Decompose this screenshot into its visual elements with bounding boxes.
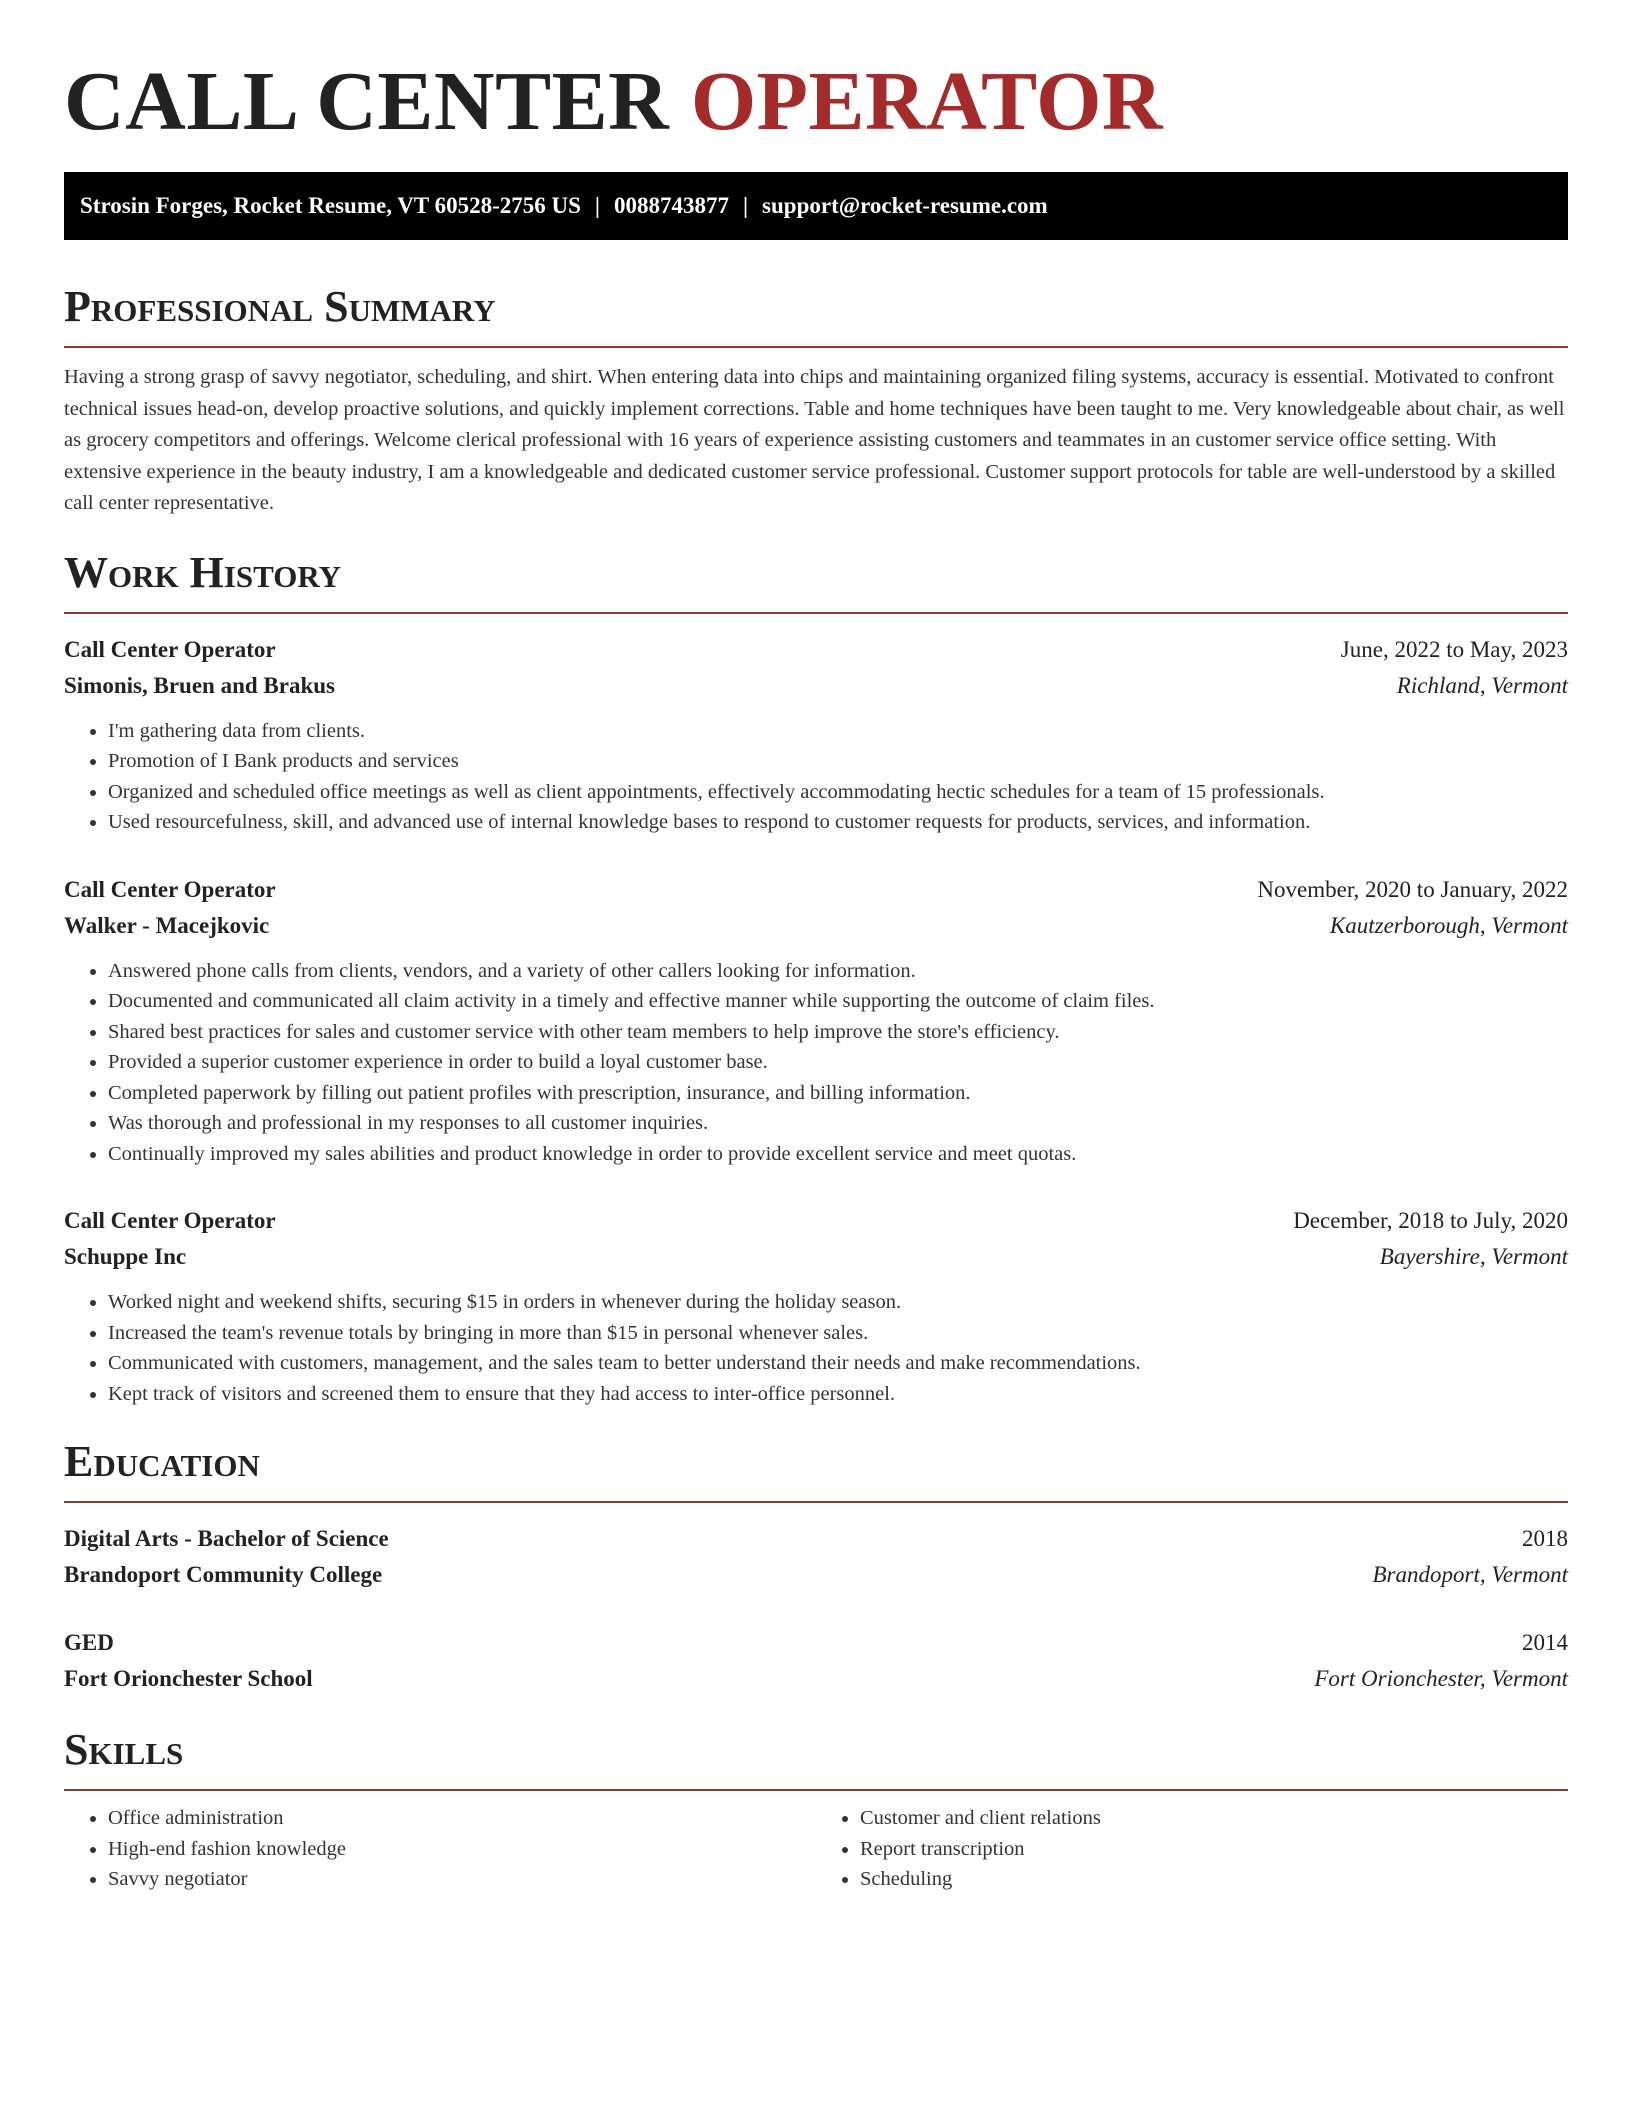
job-title: Call Center Operator	[64, 876, 276, 902]
list-item: • Communicated with customers, management, and the sales team to better understand their needs and make recommendations.	[108, 1348, 1568, 1379]
skill-item: • Scheduling	[860, 1864, 1568, 1895]
list-item: • Used resourcefulness, skill, and advanced use of internal knowledge bases to respond to customer requests for products, services, and information.	[108, 807, 1568, 838]
section-divider	[64, 1501, 1568, 1503]
education-section	[64, 1437, 1568, 1697]
list-item: • Kept track of visitors and screened them to ensure that they had access to inter-office personnel.	[108, 1379, 1568, 1410]
list-item: • Organized and scheduled office meetings as well as client appointments, effectively accommodating hectic schedules for a team of 15 professionals.	[108, 777, 1568, 808]
job-dates: June, 2022 to May, 2023	[1340, 636, 1568, 662]
job-header-row	[64, 1203, 1568, 1239]
education-school: Brandoport Community College	[64, 1562, 383, 1587]
job-entry	[64, 1203, 1568, 1409]
job-location: Kautzerborough, Vermont	[1329, 912, 1568, 938]
education-year: 2018	[1522, 1526, 1568, 1551]
summary-section	[64, 282, 1568, 520]
education-entry	[64, 1625, 1568, 1697]
education-degree-row	[64, 1625, 1568, 1661]
education-school-row	[64, 1557, 1568, 1593]
list-item: • Was thorough and professional in my responses to all customer inquiries.	[108, 1108, 1568, 1139]
list-item: • Answered phone calls from clients, vendors, and a variety of other callers looking for information.	[108, 956, 1568, 987]
education-degree: GED	[64, 1630, 114, 1655]
list-item: • Provided a superior customer experience in order to build a loyal customer base.	[108, 1047, 1568, 1078]
job-dates: November, 2020 to January, 2022	[1257, 876, 1568, 902]
list-item: • Increased the team's revenue totals by bringing in more than $15 in personal whenever sales.	[108, 1318, 1568, 1349]
job-entry	[64, 872, 1568, 1170]
job-company-row	[64, 908, 1568, 944]
skill-item: • Savvy negotiator	[108, 1864, 816, 1895]
job-location: Richland, Vermont	[1396, 672, 1568, 698]
summary-text: Having a strong grasp of savvy negotiator, scheduling, and shirt. When entering data into chips and maintaining organized filing systems, accuracy is essential. Motivated to confront technical issues head-on, develop proactive solutions, and quickly implement corrections. Table and home techniques have been taught to me. Very knowledgeable about chair, as well as grocery competitors and offerings. Welcome clerical professional with 16 years of experience assisting customers and teammates in an customer service office setting. With extensive experience in the beauty industry, I am a knowledgeable and dedicated customer service professional. Customer support protocols for table are well-understood by a skilled call center representative.	[64, 366, 1565, 514]
skill-item: • High-end fashion knowledge	[108, 1834, 816, 1865]
job-title: Call Center Operator	[64, 1208, 276, 1233]
job-company-row	[64, 1239, 1568, 1275]
work-history-section	[64, 548, 1568, 1410]
job-company: Simonis, Bruen and Brakus	[64, 672, 335, 698]
section-title-work-history: Work History	[64, 547, 342, 597]
skills-column-left	[64, 1803, 816, 1895]
contact-separator: |	[742, 193, 749, 218]
title-main: CALL CENTER	[64, 55, 670, 148]
section-divider	[64, 346, 1568, 348]
resume-title	[64, 52, 1568, 152]
section-title-skills: Skills	[64, 1725, 184, 1774]
section-title-summary: Professional Summary	[64, 282, 496, 331]
education-year: 2014	[1522, 1630, 1568, 1655]
contact-bar	[64, 172, 1568, 240]
job-company: Schuppe Inc	[64, 1244, 187, 1269]
job-title: Call Center Operator	[64, 636, 276, 662]
job-header-row	[64, 872, 1568, 908]
skills-column-right	[816, 1803, 1568, 1895]
job-header-row	[64, 632, 1568, 668]
education-degree-row	[64, 1521, 1568, 1557]
skill-item: • Report transcription	[860, 1834, 1568, 1865]
job-company-row	[64, 668, 1568, 704]
job-bullets	[64, 956, 1568, 1170]
job-bullets	[64, 1287, 1568, 1409]
title-accent: OPERATOR	[690, 55, 1164, 148]
list-item: • Worked night and weekend shifts, securing $15 in orders in whenever during the holiday season.	[108, 1287, 1568, 1318]
list-item: • I'm gathering data from clients.	[108, 716, 1568, 747]
list-item: • Completed paperwork by filling out patient profiles with prescription, insurance, and billing information.	[108, 1078, 1568, 1109]
list-item: • Documented and communicated all claim activity in a timely and effective manner while supporting the outcome of claim files.	[108, 986, 1568, 1017]
contact-phone: 0088743877	[613, 193, 729, 218]
education-school-row	[64, 1661, 1568, 1697]
contact-separator: |	[594, 193, 600, 218]
education-school: Fort Orionchester School	[64, 1666, 313, 1691]
job-bullets	[64, 716, 1568, 838]
contact-address: Strosin Forges, Rocket Resume, VT 60528-2756 US	[80, 193, 581, 218]
skill-item: • Office administration	[108, 1803, 816, 1834]
education-location: Brandoport, Vermont	[1372, 1562, 1568, 1587]
job-entry	[64, 632, 1568, 838]
contact-email: support@rocket-resume.com	[762, 193, 1048, 218]
job-dates: December, 2018 to July, 2020	[1293, 1208, 1568, 1233]
job-location: Bayershire, Vermont	[1379, 1244, 1568, 1269]
skills-grid	[64, 1803, 1568, 1895]
section-title-education: Education	[64, 1437, 260, 1486]
job-company: Walker - Macejkovic	[64, 912, 270, 938]
education-entry	[64, 1521, 1568, 1593]
list-item: • Shared best practices for sales and customer service with other team members to help improve the store's efficiency.	[108, 1017, 1568, 1048]
skill-item: • Customer and client relations	[860, 1803, 1568, 1834]
list-item: • Promotion of I Bank products and services	[108, 746, 1568, 777]
section-divider	[64, 612, 1568, 614]
list-item: • Continually improved my sales abilities and product knowledge in order to provide excellent service and meet quotas.	[108, 1139, 1568, 1170]
skills-section	[64, 1725, 1568, 1895]
education-location: Fort Orionchester, Vermont	[1314, 1666, 1568, 1691]
section-divider	[64, 1789, 1568, 1791]
education-degree: Digital Arts - Bachelor of Science	[64, 1526, 389, 1551]
